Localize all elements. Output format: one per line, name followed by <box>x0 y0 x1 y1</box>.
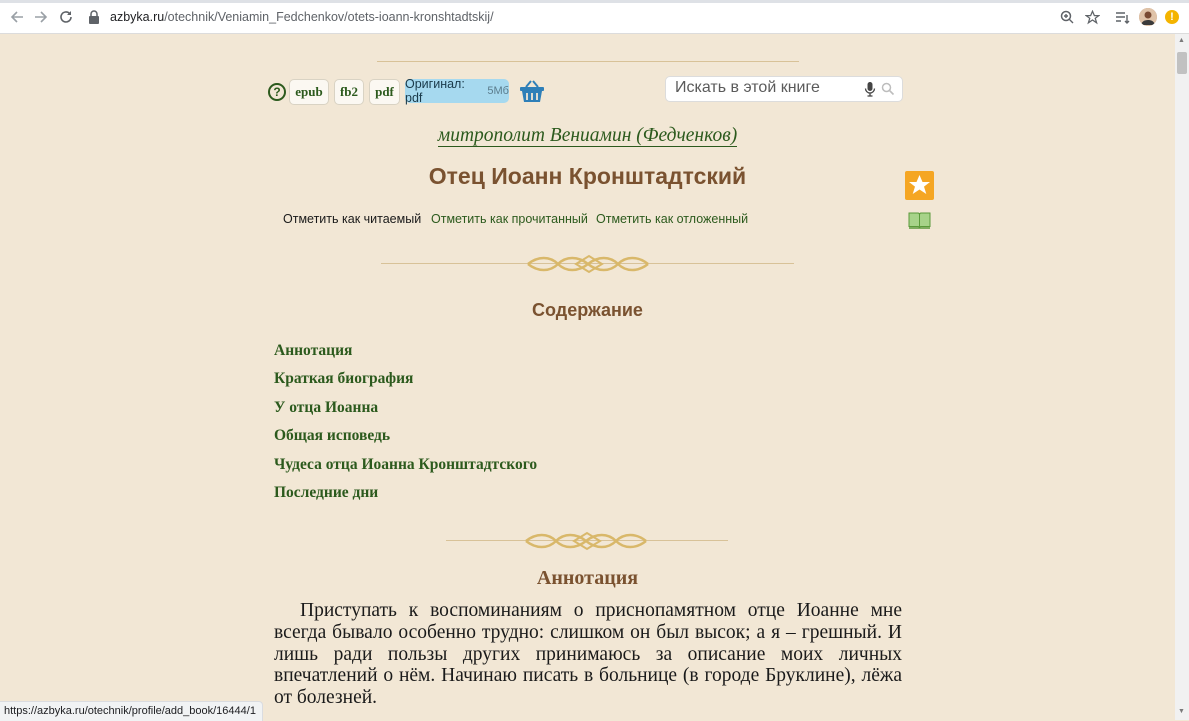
original-pdf-button[interactable] <box>405 79 509 103</box>
basket-icon[interactable] <box>519 78 545 104</box>
page-content <box>0 34 1175 720</box>
scrollbar[interactable] <box>1175 34 1189 720</box>
mark-read-link[interactable]: Отметить как прочитанный <box>431 212 588 226</box>
zoom-icon[interactable] <box>1058 8 1076 26</box>
forward-icon[interactable] <box>32 8 50 26</box>
favorite-button[interactable] <box>905 171 934 200</box>
mic-icon[interactable] <box>864 81 876 97</box>
mark-postponed-link[interactable]: Отметить как отложенный <box>596 212 749 226</box>
url-host: azbyka.ru <box>110 10 165 24</box>
annotation-heading: Аннотация <box>536 567 639 589</box>
status-url: https://azbyka.ru/otechnik/profile/add_book/16444/1 <box>0 701 263 721</box>
reload-icon[interactable] <box>57 8 75 26</box>
open-book-icon[interactable] <box>908 210 931 230</box>
toc-item[interactable]: Краткая биография <box>274 370 414 387</box>
book-search <box>665 76 903 102</box>
url-path: /otechnik/Veniamin_Fedchenkov/otets-ioann-kronshtadtskij/ <box>164 10 494 24</box>
toc-item[interactable]: Общая исповедь <box>274 427 391 444</box>
browser-toolbar <box>0 0 1189 34</box>
reading-list-icon[interactable] <box>1113 8 1131 26</box>
fb2-button[interactable]: fb2 <box>334 79 364 105</box>
toc-item[interactable]: Аннотация <box>274 342 353 359</box>
alert-icon[interactable]: ! <box>1165 10 1179 24</box>
lock-icon <box>88 10 100 24</box>
help-icon[interactable]: ? <box>268 83 286 101</box>
ornament <box>524 527 650 555</box>
tab-strip-edge <box>0 0 1189 3</box>
back-icon[interactable] <box>8 8 26 26</box>
toc-item[interactable]: Последние дни <box>274 484 379 501</box>
avatar[interactable] <box>1139 8 1157 26</box>
address-bar[interactable] <box>88 6 494 28</box>
bookmark-star-icon[interactable] <box>1083 8 1101 26</box>
epub-button[interactable]: epub <box>289 79 329 105</box>
mark-reading-link[interactable]: Отметить как читаемый <box>283 212 422 226</box>
toc-heading: Содержание <box>532 300 643 320</box>
annotation-text: Приступать к воспоминаниям о приснопамятном отце Иоанне мне всегда бывало особенно трудно: слишком он был высок; а я – грешный. И лишь ради пользы других принимаюсь за описание моих личных впечатлений о нём. Начинаю писать в больнице (в городе Бруклине), лёжа от болезней. <box>274 600 902 709</box>
toc-item[interactable]: Чудеса отца Иоанна Кронштадтского <box>274 456 538 473</box>
scroll-down-icon[interactable]: ▼ <box>1178 708 1185 715</box>
author-name[interactable]: митрополит Вениамин (Федченков) <box>437 125 738 146</box>
star-icon <box>905 171 934 200</box>
author-link[interactable] <box>0 125 1175 147</box>
scroll-up-icon[interactable]: ▲ <box>1178 37 1185 44</box>
toc-item[interactable]: У отца Иоанна <box>274 399 379 416</box>
ornament <box>526 250 652 278</box>
search-input[interactable] <box>675 78 861 98</box>
search-icon[interactable] <box>881 82 895 96</box>
scrollbar-thumb[interactable] <box>1177 52 1187 74</box>
top-divider <box>377 61 799 62</box>
original-size: 5Мб <box>487 85 509 97</box>
book-title: Отец Иоанн Кронштадтский <box>428 163 747 189</box>
original-label: Оригинал: pdf <box>405 77 465 105</box>
pdf-button[interactable]: pdf <box>369 79 400 105</box>
